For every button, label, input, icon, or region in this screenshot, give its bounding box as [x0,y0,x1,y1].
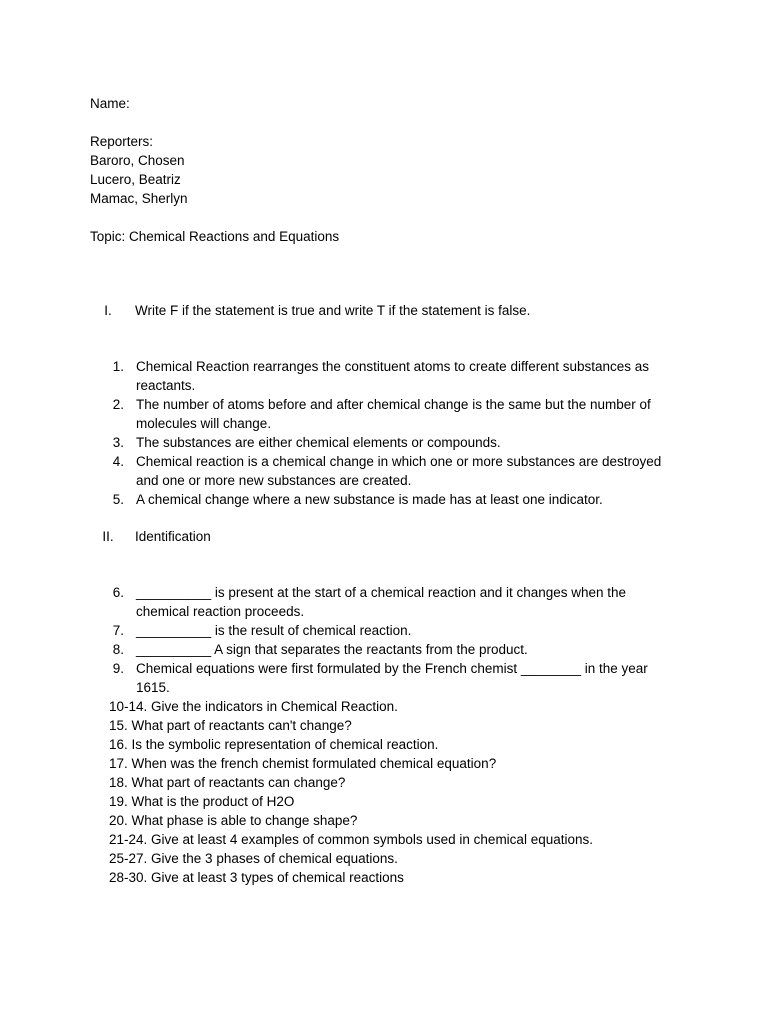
item-number: 3. [112,435,124,450]
section-2-title: Identification [135,529,211,544]
list-item: 16. Is the symbolic representation of chemical reaction. [109,737,439,752]
section-1-numeral: I. [104,303,112,318]
item-number: 1. [112,359,124,374]
item-text: Chemical Reaction rearranges the constituent atoms to create different substances as reactants. [136,359,650,393]
item-number: 7. [112,623,124,638]
list-item: 20. What phase is able to change shape? [109,813,358,828]
list-item: 25-27. Give the 3 phases of chemical equations. [109,851,398,866]
item-number: 4. [112,454,124,469]
reporter-3: Mamac, Sherlyn [90,191,188,206]
topic-line: Topic: Chemical Reactions and Equations [90,229,340,244]
item-text: A chemical change where a new substance is made has at least one indicator. [136,492,603,507]
item-text: __________ is present at the start of a chemical reaction and it changes when the chemical reaction proceeds. [136,585,627,619]
item-number: 8. [112,642,124,657]
item-number: 6. [112,585,124,600]
section-2-numeral: II. [102,529,114,544]
item-text: __________ A sign that separates the reactants from the product. [136,642,528,657]
item-text: The substances are either chemical elements or compounds. [136,435,501,450]
reporter-1: Baroro, Chosen [90,153,185,168]
list-item: 17. When was the french chemist formulated chemical equation? [109,756,497,771]
item-text: __________ is the result of chemical reaction. [136,623,412,638]
item-number: 2. [112,397,124,412]
list-item: 19. What is the product of H2O [109,794,295,809]
item-text: The number of atoms before and after chemical change is the same but the number of molecules will change. [136,397,651,431]
section-1-instruction: Write F if the statement is true and write T if the statement is false. [135,303,531,318]
reporters-label: Reporters: [90,134,154,149]
reporter-2: Lucero, Beatriz [90,172,181,187]
list-item: 21-24. Give at least 4 examples of common symbols used in chemical equations. [109,832,593,847]
list-item: 10-14. Give the indicators in Chemical Reaction. [109,699,398,714]
item-text: Chemical equations were first formulated by the French chemist ________ in the year 1615. [136,661,648,695]
item-number: 5. [112,492,124,507]
list-item: 18. What part of reactants can change? [109,775,346,790]
name-label: Name: [90,96,130,111]
list-item: 15. What part of reactants can't change? [109,718,352,733]
list-item: 28-30. Give at least 3 types of chemical reactions [109,870,404,885]
item-number: 9. [112,661,124,676]
item-text: Chemical reaction is a chemical change in which one or more substances are destroyed and one or more new substances are created. [136,454,662,488]
